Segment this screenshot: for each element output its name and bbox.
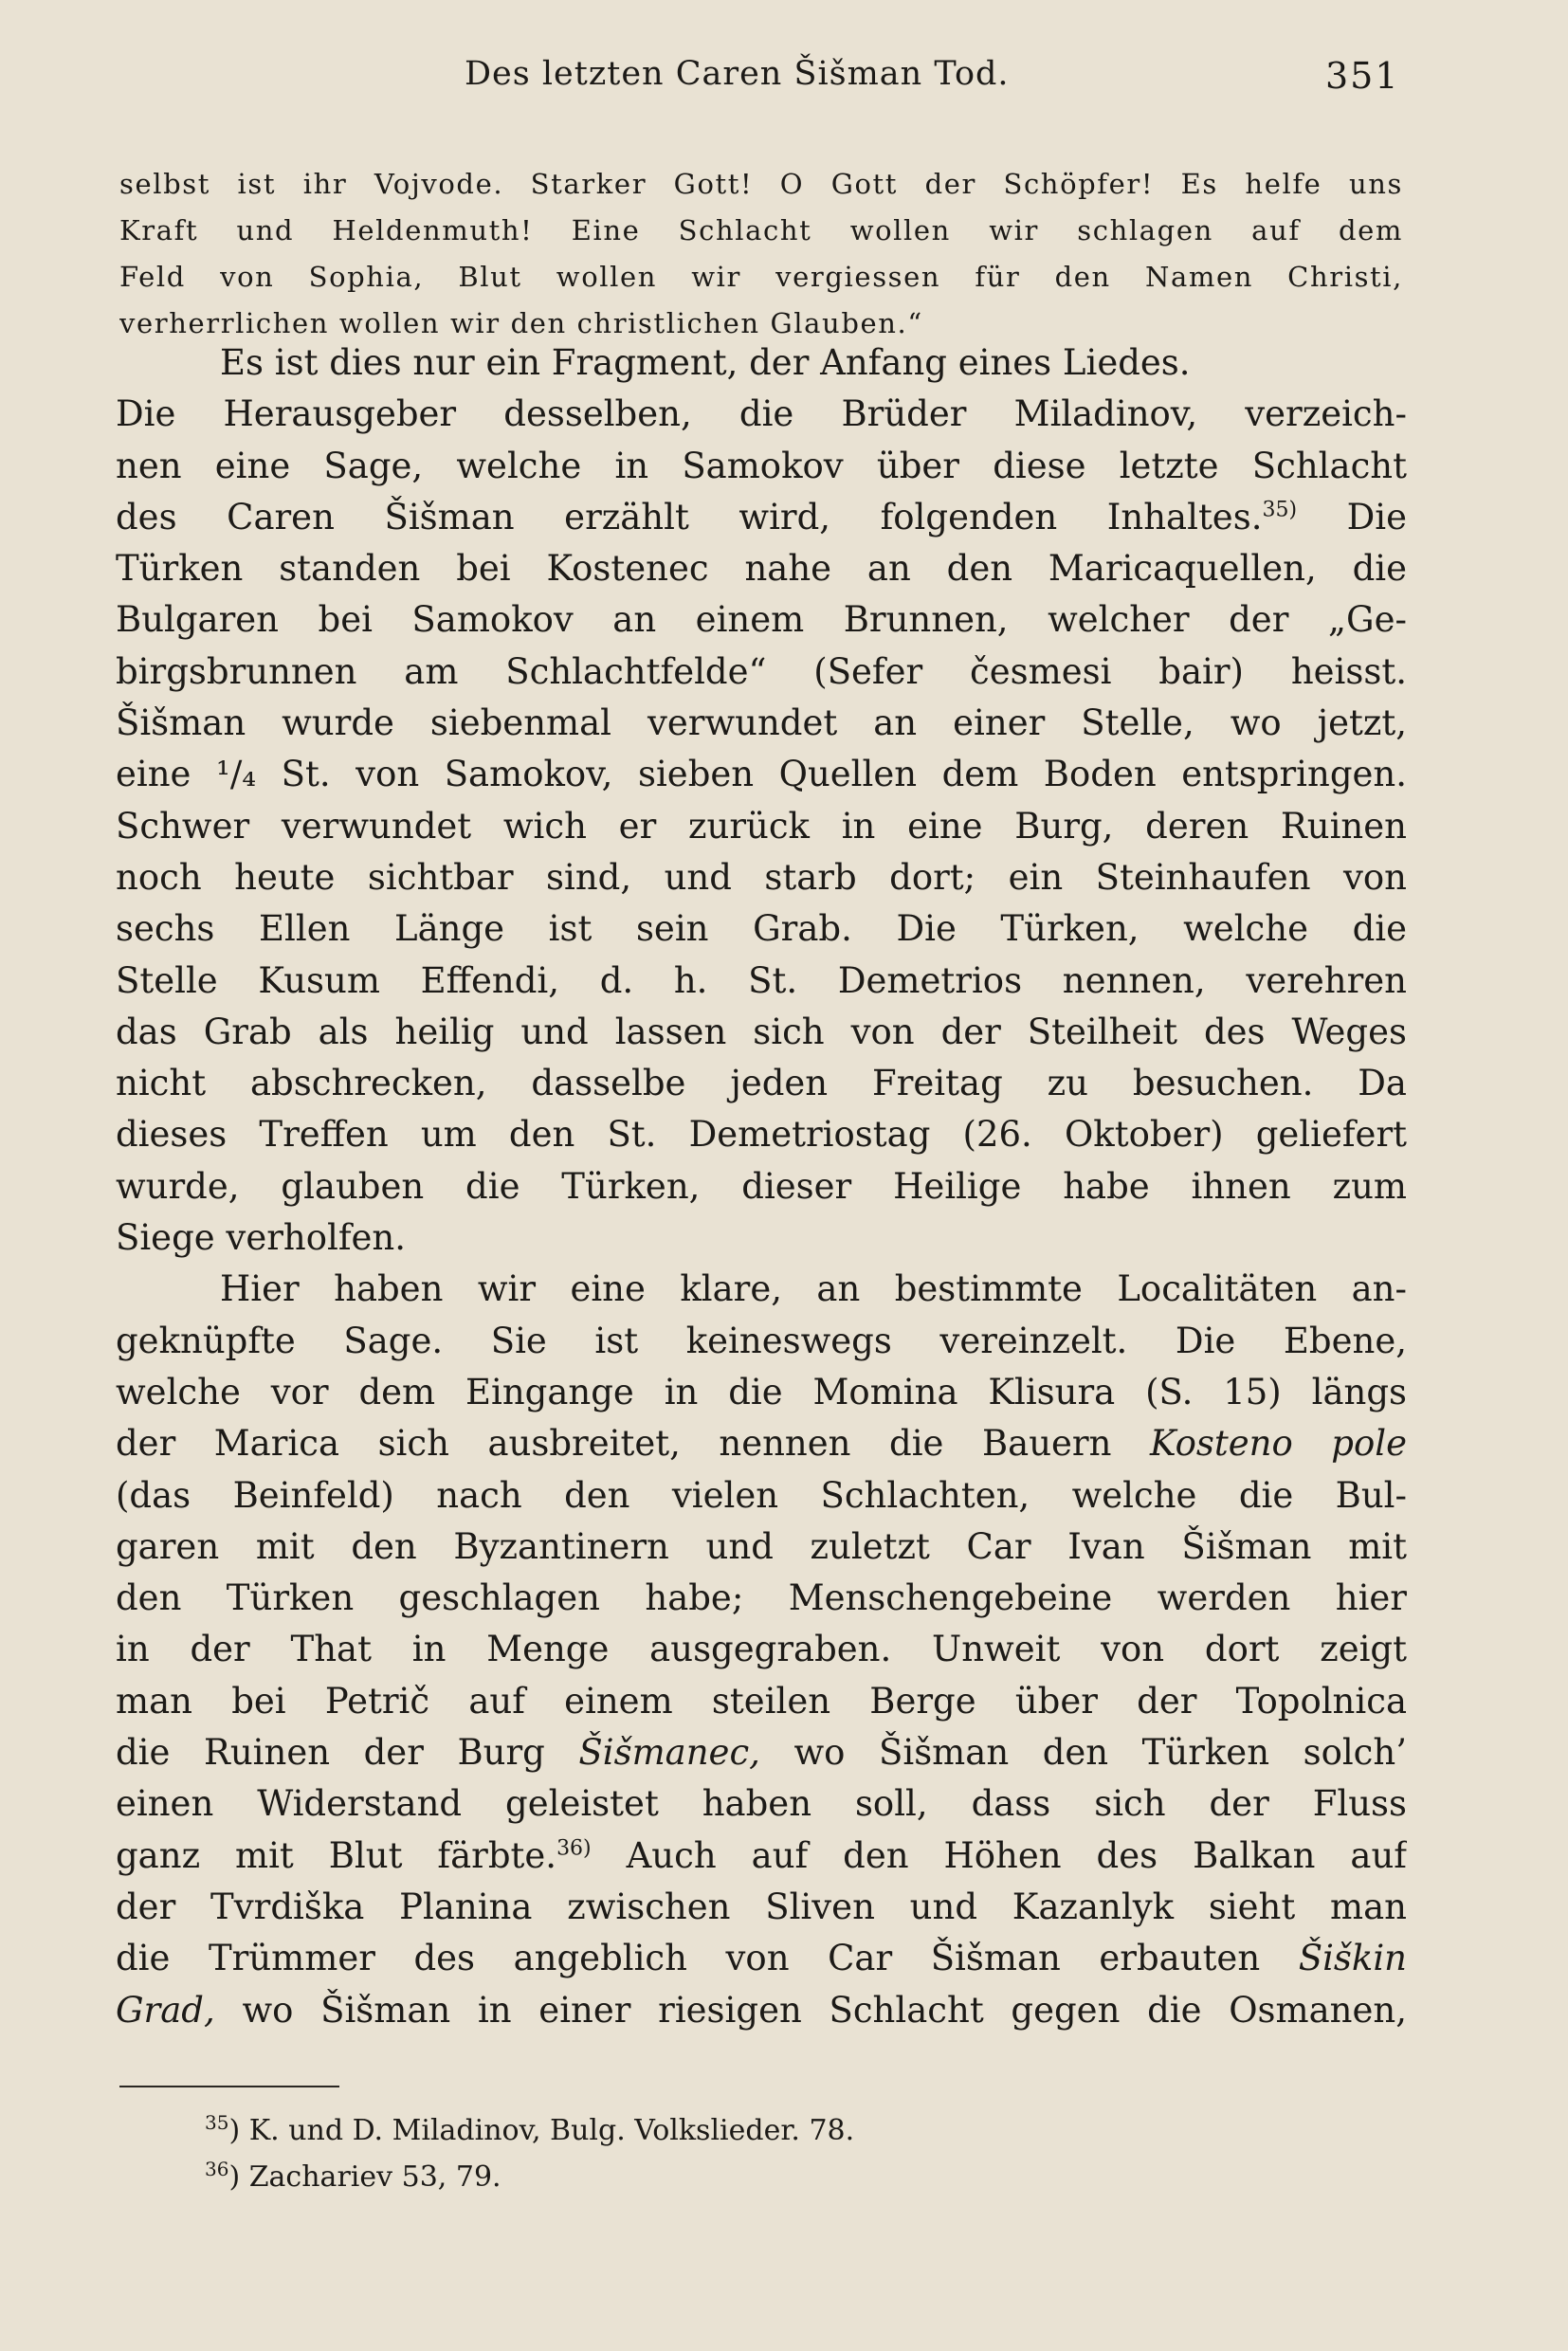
body-line: wurde, glauben die Türken, dieser Heilige habe ihnen zum xyxy=(116,1165,1407,1207)
quote-line: verherrlichen wollen wir den christlichen Glauben.“ xyxy=(119,307,923,339)
footnote-text: K. und D. Miladinov, Bulg. Volkslieder. 78. xyxy=(248,2114,855,2147)
body-line: Türken standen bei Kostenec nahe an den Maricaquellen, die xyxy=(116,548,1407,590)
body-line-text: des Caren Šišman erzählt wird, folgenden Inhaltes. xyxy=(116,496,1263,538)
body-line: nicht abschrecken, dasselbe jeden Freitag zu besuchen. Da xyxy=(116,1063,1407,1104)
body-line xyxy=(116,749,1407,800)
body-line: in der That in Menge ausgegraben. Unweit von dort zeigt xyxy=(116,1629,1407,1670)
footnote-36: $^{36}$) Zachariev 53, 79. xyxy=(205,2158,501,2194)
body-line: Šišman wurde siebenmal verwundet an einer Stelle, wo jetzt, xyxy=(116,702,1407,744)
quote-line: Feld von Sophia, Blut wollen wir vergiessen für den Namen Christi, xyxy=(119,261,1403,293)
body-line: sechs Ellen Länge ist sein Grab. Die Türken, welche die xyxy=(116,908,1407,950)
body-line: (das Beinfeld) nach den vielen Schlachten, welche die Bul- xyxy=(116,1474,1407,1516)
page-header xyxy=(0,55,1568,112)
footnote-divider xyxy=(119,2086,339,2087)
body-line xyxy=(116,1985,1407,2036)
body-line: Siege verholfen. xyxy=(116,1217,407,1259)
quote-line: selbst ist ihr Vojvode. Starker Gott! O Gott der Schöpfer! Es helfe uns xyxy=(119,168,1403,200)
main-text xyxy=(116,337,1407,2036)
body-line-text: ganz mit Blut färbte. xyxy=(116,1834,557,1876)
body-line xyxy=(116,1831,1407,1882)
body-line: Es ist dies nur ein Fragment, der Anfang eines Liedes. xyxy=(220,342,1191,383)
quoted-song-text xyxy=(119,161,1403,347)
footnote-35: $^{35}$) K. und D. Miladinov, Bulg. Volkslieder. 78. xyxy=(205,2111,855,2147)
body-line: birgsbrunnen am Schlachtfelde“ (Sefer česmesi bair) heisst. xyxy=(116,650,1407,692)
body-line-text: Auch auf den Höhen des Balkan auf xyxy=(591,1834,1407,1876)
body-line: Hier haben wir eine klare, an bestimmte Localitäten an- xyxy=(220,1268,1407,1310)
body-line: Stelle Kusum Effendi, d. h. St. Demetrios nennen, verehren xyxy=(116,959,1407,1001)
body-line-text: wo Šišman in einer riesigen Schlacht gegen die Osmanen, xyxy=(242,1989,1407,2031)
body-line-text: wo Šišman den Türken solch’ xyxy=(759,1732,1407,1774)
footnote-text: Zachariev 53, 79. xyxy=(248,2160,501,2194)
body-line: einen Widerstand geleistet haben soll, dass sich der Fluss xyxy=(116,1783,1407,1825)
quarter-fraction: ¹/₄ xyxy=(216,754,257,795)
place-name-sismanec: Šišmanec, xyxy=(578,1732,760,1774)
footnote-ref-36: 36) xyxy=(556,1836,592,1861)
body-line-text: St. von Samokov, sieben Quellen dem Boden entspringen. xyxy=(256,754,1407,795)
body-line xyxy=(116,1418,1407,1469)
body-line-text: der Marica sich ausbreitet, nennen die Bauern xyxy=(116,1423,1112,1465)
body-line: den Türken geschlagen habe; Menschengebeine werden hier xyxy=(116,1577,1407,1619)
body-line: Bulgaren bei Samokov an einem Brunnen, welcher der „Ge- xyxy=(116,599,1407,641)
body-line xyxy=(116,1933,1407,1984)
body-line: Schwer verwundet wich er zurück in eine Burg, deren Ruinen xyxy=(116,805,1407,847)
quote-line: Kraft und Heldenmuth! Eine Schlacht wollen wir schlagen auf dem xyxy=(119,214,1403,246)
body-line xyxy=(116,492,1407,543)
body-line-text: die Trümmer des angeblich von Car Šišman erbauten xyxy=(116,1938,1261,1979)
body-line xyxy=(116,1727,1407,1778)
body-line: dieses Treffen um den St. Demetriostag (26. Oktober) geliefert xyxy=(116,1114,1407,1156)
place-name-grad: Grad, xyxy=(116,1989,215,2031)
body-line: der Tvrdiška Planina zwischen Sliven und Kazanlyk sieht man xyxy=(116,1886,1407,1927)
body-line: noch heute sichtbar sind, und starb dort; ein Steinhaufen von xyxy=(116,856,1407,898)
footnotes xyxy=(205,2107,1153,2200)
footnote-ref-35: 35) xyxy=(1262,498,1298,522)
body-line-text: die Ruinen der Burg xyxy=(116,1732,545,1774)
body-line: nen eine Sage, welche in Samokov über diese letzte Schlacht xyxy=(116,445,1407,486)
body-line: geknüpfte Sage. Sie ist keineswegs vereinzelt. Die Ebene, xyxy=(116,1320,1407,1361)
body-line: welche vor dem Eingange in die Momina Klisura (S. 15) längs xyxy=(116,1371,1407,1412)
place-name-siskin: Šiškin xyxy=(1298,1938,1407,1979)
footnote-number: 36 xyxy=(205,2158,229,2180)
body-line: Die Herausgeber desselben, die Brüder Miladinov, verzeich- xyxy=(116,393,1407,435)
body-line: man bei Petrič auf einem steilen Berge über der Topolnica xyxy=(116,1680,1407,1722)
place-name-kosteno-pole: Kosteno pole xyxy=(1149,1423,1407,1465)
body-line-text: Die xyxy=(1297,496,1407,538)
body-line: garen mit den Byzantinern und zuletzt Car Ivan Šišman mit xyxy=(116,1525,1407,1567)
page-number: 351 xyxy=(1325,55,1400,97)
body-line-text: eine xyxy=(116,754,191,795)
footnote-number: 35 xyxy=(205,2111,229,2134)
body-line: das Grab als heilig und lassen sich von der Steilheit des Weges xyxy=(116,1011,1407,1052)
running-title: Des letzten Caren Šišman Tod. xyxy=(465,55,1010,93)
